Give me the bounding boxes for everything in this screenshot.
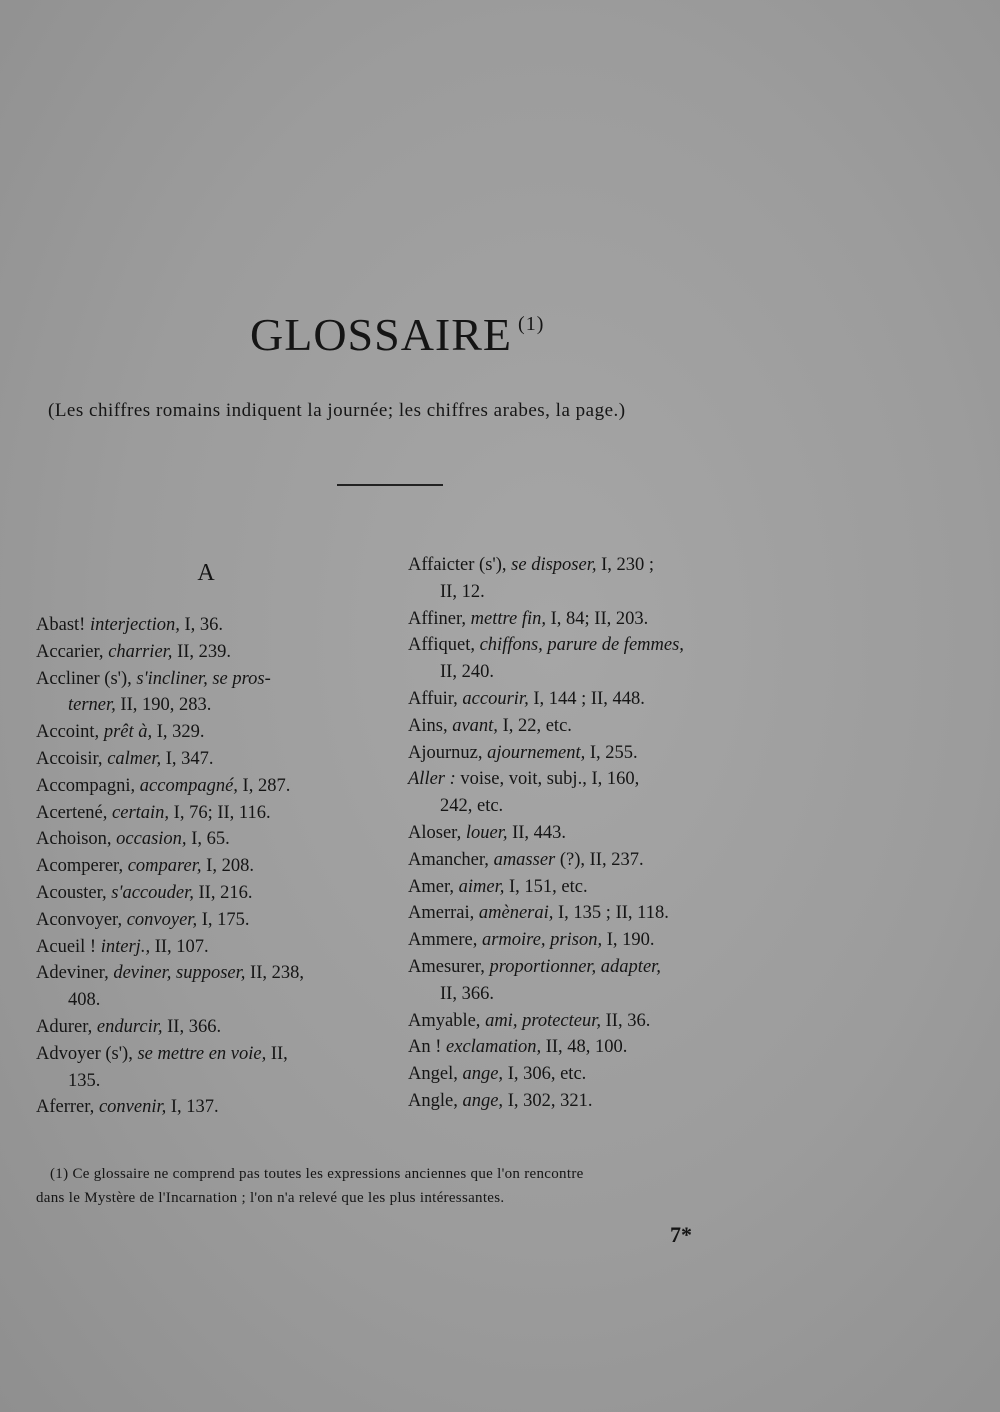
entry-headword: Affuir, xyxy=(408,688,458,709)
glossary-entry xyxy=(36,1014,376,1041)
entry-reference: II, 366. xyxy=(167,1016,222,1037)
entry-headword: Acomperer, xyxy=(36,856,124,877)
entry-continuation-reference: II, 240. xyxy=(440,662,494,683)
footnote-line-1: (1) Ce glossaire ne comprend pas toutes les expressions anciennes que l'on rencontre xyxy=(50,1166,584,1182)
glossary-entry xyxy=(36,773,376,800)
entry-headword: Ajournuz, xyxy=(408,742,483,763)
entry-reference: I, 36. xyxy=(184,615,224,635)
entry-reference: I, 287. xyxy=(242,775,291,796)
entry-gloss: s'incliner, se pros- xyxy=(136,668,271,689)
entry-headword: Ains, xyxy=(408,715,448,736)
entry-gloss: ajournement, xyxy=(487,742,586,763)
entry-headword: Affiquet, xyxy=(408,635,475,656)
entry-headword: Accompagni, xyxy=(36,775,136,796)
entry-reference: I, 302, 321. xyxy=(507,1090,593,1111)
entry-reference: II, 48, 100. xyxy=(545,1037,628,1058)
glossary-left-column xyxy=(36,552,376,1121)
glossary-entry xyxy=(408,713,748,740)
entry-headword: Abast! xyxy=(36,615,86,635)
entry-reference: II, 239. xyxy=(177,641,232,662)
entry-reference: II, xyxy=(270,1043,288,1064)
entry-gloss: accourir, xyxy=(462,688,529,709)
glossary-entry xyxy=(408,1088,748,1115)
entry-reference: I, 329. xyxy=(156,722,205,743)
entry-headword: Adurer, xyxy=(36,1016,93,1037)
entry-gloss: avant, xyxy=(452,715,498,736)
entry-gloss: convoyer, xyxy=(126,909,198,930)
entry-gloss: accompagné, xyxy=(139,775,238,796)
entry-continuation-gloss: terner, xyxy=(68,695,116,716)
glossary-entry xyxy=(408,632,748,686)
entry-gloss: convenir, xyxy=(98,1097,167,1118)
glossary-right-column xyxy=(408,552,748,1115)
entry-headword: An ! xyxy=(408,1037,442,1058)
entry-headword: Adeviner, xyxy=(36,963,109,984)
entry-reference: I, 208. xyxy=(206,856,254,877)
entry-gloss: se mettre en voie, xyxy=(137,1043,267,1064)
entry-continuation-reference: II, 366. xyxy=(440,983,494,1004)
entry-headword: Ammere, xyxy=(408,930,478,951)
entry-gloss: deviner, supposer, xyxy=(113,963,246,984)
entry-headword: Aloser, xyxy=(408,822,462,843)
entry-gloss: amènerai, xyxy=(478,903,554,924)
glossary-entry xyxy=(408,927,748,954)
entry-reference: I, 137. xyxy=(170,1097,219,1118)
entry-headword: Achoison, xyxy=(36,829,112,850)
glossary-entry xyxy=(36,800,376,827)
entry-gloss: endurcir, xyxy=(96,1016,163,1037)
entry-reference: I, 135 ; II, 118. xyxy=(558,903,669,924)
entry-headword: Accarier, xyxy=(36,641,104,662)
entry-headword: Aferrer, xyxy=(36,1097,95,1118)
glossary-entry xyxy=(408,847,748,874)
entry-headword: Accliner (s'), xyxy=(36,668,132,689)
entry-headword: Advoyer (s'), xyxy=(36,1043,133,1064)
entry-reference: II, 238, xyxy=(250,963,304,984)
glossary-entry xyxy=(36,746,376,773)
entry-headword: Acertené, xyxy=(36,802,108,823)
entry-continuation xyxy=(408,659,748,686)
glossary-entry xyxy=(36,1094,376,1121)
entry-gloss: exclamation, xyxy=(446,1037,542,1058)
entry-gloss: Aller : xyxy=(408,769,456,790)
entry-gloss: aimer, xyxy=(458,876,505,897)
entry-headword: Angel, xyxy=(408,1064,458,1085)
entry-continuation xyxy=(408,793,748,820)
entry-continuation xyxy=(36,987,376,1014)
entry-reference: voise, voit, subj., I, 160, xyxy=(460,769,640,790)
glossary-entry xyxy=(408,552,748,606)
entry-headword: Amancher, xyxy=(408,849,489,870)
glossary-entry xyxy=(36,639,376,666)
glossary-entry xyxy=(36,907,376,934)
subtitle: (Les chiffres romains indiquent la journée; les chiffres arabes, la page.) xyxy=(48,400,626,421)
signature-mark: 7* xyxy=(670,1222,692,1247)
glossary-entry xyxy=(408,740,748,767)
entry-gloss: ange, xyxy=(462,1064,504,1085)
glossary-entry xyxy=(36,1041,376,1095)
entry-continuation-reference: II, 190, 283. xyxy=(120,695,212,716)
entry-reference: I, 151, etc. xyxy=(509,876,588,897)
entry-reference: II, 36. xyxy=(605,1010,651,1031)
glossary-entry xyxy=(408,1061,748,1088)
entry-continuation-reference: 135. xyxy=(68,1070,101,1091)
entry-gloss: interj., xyxy=(100,936,151,957)
entry-gloss: interjection, xyxy=(89,615,180,635)
entry-reference: I, 230 ; xyxy=(601,555,655,575)
entry-headword: Acouster, xyxy=(36,882,107,903)
glossary-entry xyxy=(408,1034,748,1061)
glossary-entry xyxy=(408,1008,748,1035)
footnote-line-2: dans le Mystère de l'Incarnation ; l'on n'a relevé que les plus intéressantes. xyxy=(36,1190,505,1206)
entry-reference: I, 65. xyxy=(191,829,230,850)
entry-headword: Amesurer, xyxy=(408,956,485,977)
entry-gloss: s'accouder, xyxy=(111,882,194,903)
entry-gloss: se disposer, xyxy=(511,555,597,575)
entry-reference: I, 347. xyxy=(165,748,214,769)
section-letter: A xyxy=(197,560,215,586)
right-entries xyxy=(408,552,748,1115)
title-footnote-marker: (1) xyxy=(518,312,545,335)
entry-headword: Affaicter (s'), xyxy=(408,555,507,575)
entry-continuation xyxy=(408,579,748,606)
glossary-entry xyxy=(408,686,748,713)
entry-continuation xyxy=(408,981,748,1008)
divider-rule xyxy=(337,484,443,486)
entry-gloss: louer, xyxy=(465,822,508,843)
entry-gloss: prêt à, xyxy=(103,722,153,743)
title-text: GLOSSAIRE xyxy=(250,309,513,360)
entry-gloss: certain, xyxy=(112,802,170,823)
entry-continuation xyxy=(36,1068,376,1095)
entry-gloss: calmer, xyxy=(107,748,162,769)
entry-reference: I, 22, etc. xyxy=(502,715,572,736)
entry-gloss: comparer, xyxy=(127,856,202,877)
entry-gloss: chiffons, parure de femmes, xyxy=(479,635,684,656)
entry-gloss: amasser xyxy=(493,849,556,870)
entry-continuation-reference: II, 12. xyxy=(440,581,485,602)
entry-gloss: ange, xyxy=(462,1090,504,1111)
glossary-entry xyxy=(36,934,376,961)
entry-reference: I, 175. xyxy=(201,909,250,930)
entry-gloss: charrier, xyxy=(108,641,173,662)
glossary-entry xyxy=(36,666,376,720)
entry-gloss: armoire, prison, xyxy=(481,930,603,951)
entry-headword: Accoisir, xyxy=(36,748,103,769)
entry-headword: Accoint, xyxy=(36,722,100,743)
entry-reference: I, 84; II, 203. xyxy=(550,608,649,629)
entry-gloss: proportionner, adapter, xyxy=(489,956,661,977)
entry-reference: I, 306, etc. xyxy=(507,1064,587,1085)
entry-headword: Aconvoyer, xyxy=(36,909,123,930)
footnote xyxy=(36,1162,736,1210)
left-entries xyxy=(36,612,376,1121)
entry-headword: Amyable, xyxy=(408,1010,481,1031)
entry-headword: Amerrai, xyxy=(408,903,475,924)
glossary-entry xyxy=(36,853,376,880)
glossary-entry xyxy=(408,874,748,901)
entry-gloss: occasion, xyxy=(116,829,187,850)
glossary-entry xyxy=(408,820,748,847)
entry-reference: I, 255. xyxy=(589,742,638,763)
entry-continuation-reference: 242, etc. xyxy=(440,796,504,817)
glossary-entry xyxy=(36,960,376,1014)
entry-headword: Amer, xyxy=(408,876,455,897)
entry-headword: Angle, xyxy=(408,1090,458,1111)
glossary-entry xyxy=(408,606,748,633)
entry-gloss: ami, protecteur, xyxy=(485,1010,602,1031)
entry-reference: II, 107. xyxy=(154,936,209,957)
glossary-entry xyxy=(408,766,748,820)
glossary-entry xyxy=(36,612,376,639)
entry-headword: Affiner, xyxy=(408,608,466,629)
glossary-entry xyxy=(36,880,376,907)
glossary-entry xyxy=(408,954,748,1008)
entry-headword: Acueil ! xyxy=(36,936,97,957)
entry-reference: II, 443. xyxy=(512,822,567,843)
entry-reference: I, 190. xyxy=(606,930,655,951)
entry-reference: II, 216. xyxy=(198,882,253,903)
entry-reference: I, 144 ; II, 448. xyxy=(533,688,645,709)
page-title xyxy=(250,309,545,360)
glossary-entry xyxy=(36,719,376,746)
entry-continuation-reference: 408. xyxy=(68,990,101,1011)
glossary-entry xyxy=(36,826,376,853)
entry-reference: (?), II, 237. xyxy=(559,849,644,870)
entry-continuation xyxy=(36,692,376,719)
entry-gloss: mettre fin, xyxy=(470,608,546,629)
glossary-entry xyxy=(408,900,748,927)
entry-reference: I, 76; II, 116. xyxy=(173,802,271,823)
